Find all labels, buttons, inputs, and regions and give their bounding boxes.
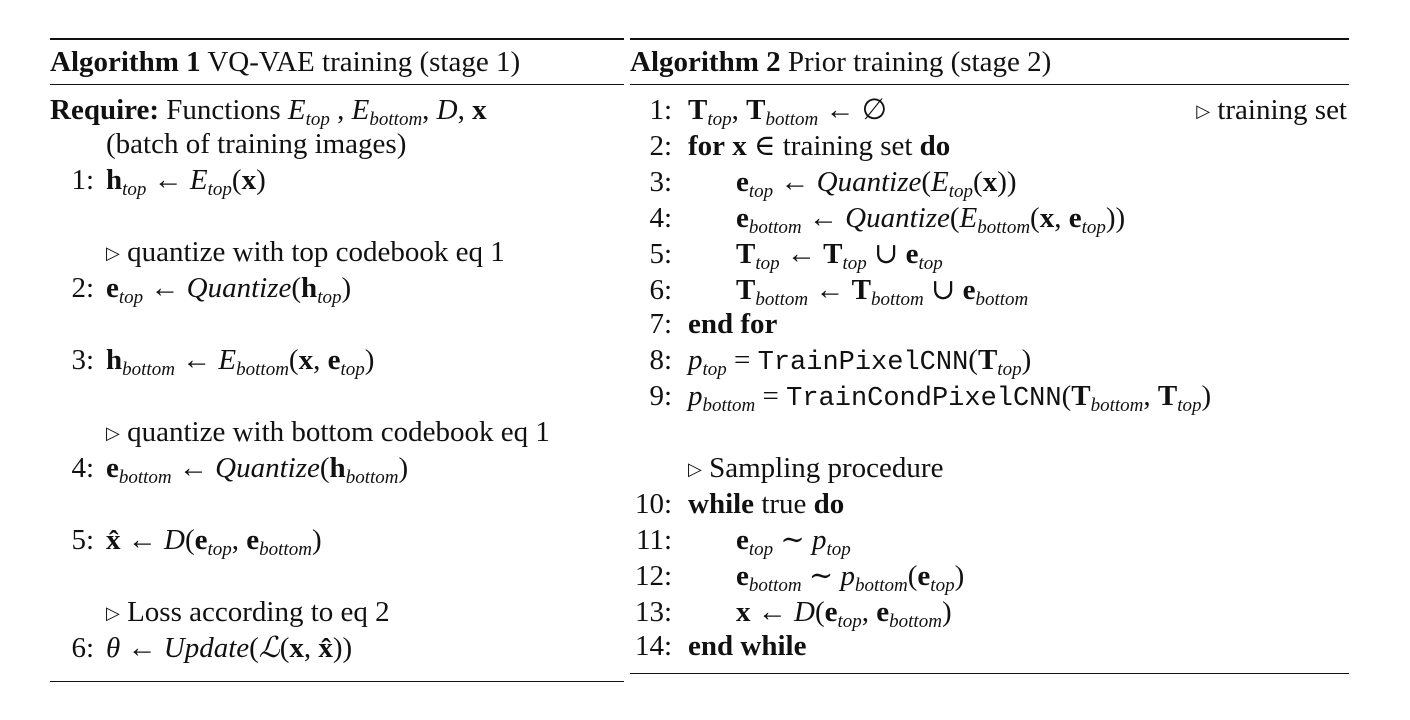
comment-triangle-icon: ▷ [106,423,120,443]
algorithm-line: 13: x ← $D(e_{top}$, $e_{bottom}$) [634,596,952,632]
comment-triangle-icon: ▷ [688,459,702,479]
algorithm-2-body [630,85,1349,673]
algorithm-1-caption [50,40,624,84]
algorithm-line: 3: $e_{top}$ ← $Quantize(E_{top}(x))$ [649,166,1017,202]
algorithm-line: 4: $e_{bottom}$ ← $Quantize(h_{bottom})$ [71,452,409,488]
comment-triangle-icon: ▷ [1196,101,1211,121]
algorithm-line: 7: end for [649,308,778,340]
algorithm-line: 2: for x ∈ training set do [649,130,951,162]
comment-line: ▷ quantize with bottom codebook eq 1 [106,416,550,448]
algorithm-line: 10: while true do [634,488,845,520]
require-text: Functions [166,94,281,126]
require-label: Require: [50,94,160,126]
algorithm-line: 2: $e_{top}$ ← $Quantize(h_{top})$ [71,272,352,308]
algorithm-line: 5: $T_{top}$ ← $T_{top}$ ∪ $e_{top}$ [649,238,943,274]
caption-label: Algorithm 1 [50,46,201,78]
require-continuation: (batch of training images) [106,128,407,160]
algorithm-line: 14: end while [634,630,807,662]
comment-triangle-icon: ▷ [106,243,120,263]
caption-title: VQ-VAE training (stage 1) [207,46,521,78]
bottom-rule [50,681,624,682]
algorithm-line: 12: $e_{bottom}$ ∼ $p_{bottom}(e_{top})$ [634,560,965,596]
algorithm-line: 8: $p_{top}$ = $TrainPixelCNN(T_{top})$ [649,344,1032,380]
algorithm-line: 6: θ ← Update(ℒ(x, x̂)) [71,632,353,664]
line-comment: ▷ training set [1196,94,1347,126]
comment-triangle-icon: ▷ [106,603,120,623]
comment-line: ▷ quantize with top codebook eq 1 [106,236,505,268]
algorithm-1-body [50,85,624,675]
algorithm-line: 1: $T_{top}$, $T_{bottom}$ ← ∅ ▷ training set [649,94,1347,130]
algorithm-2-caption [630,40,1349,84]
caption-label: Algorithm 2 [630,46,781,78]
bottom-rule [630,673,1349,674]
caption-title: Prior training (stage 2) [787,46,1052,78]
algorithm-line: 9: $p_{bottom}$ = $TrainCondPixelCNN(T_{bottom}$, $T_{top}$) [649,380,1212,416]
algorithm-1 [50,38,624,682]
require-line: Require: Functions $E_{top}$ , $E_{bottom}$, D, x [50,94,487,130]
algorithm-line: 6: $T_{bottom}$ ← $T_{bottom}$ ∪ $e_{bottom}$ [649,274,1029,310]
comment-line: ▷ Sampling procedure [688,452,944,484]
comment-line: ▷ Loss according to eq 2 [106,596,390,628]
algorithm-line: 5: x̂ ← $D(e_{top}$, $e_{bottom}$) [71,524,322,560]
algorithm-line: 4: $e_{bottom}$ ← $Quantize(E_{bottom}(x$, $e_{top}$)) [649,202,1126,238]
algorithm-line: 1: $h_{top}$ ← $E_{top}(x)$ [71,164,266,200]
algorithm-2 [630,38,1349,674]
algorithm-line: 11: $e_{top}$ ∼ $p_{top}$ [636,524,851,560]
algorithm-line: 3: $h_{bottom}$ ← $E_{bottom}(x$, $e_{top}$) [71,344,375,380]
